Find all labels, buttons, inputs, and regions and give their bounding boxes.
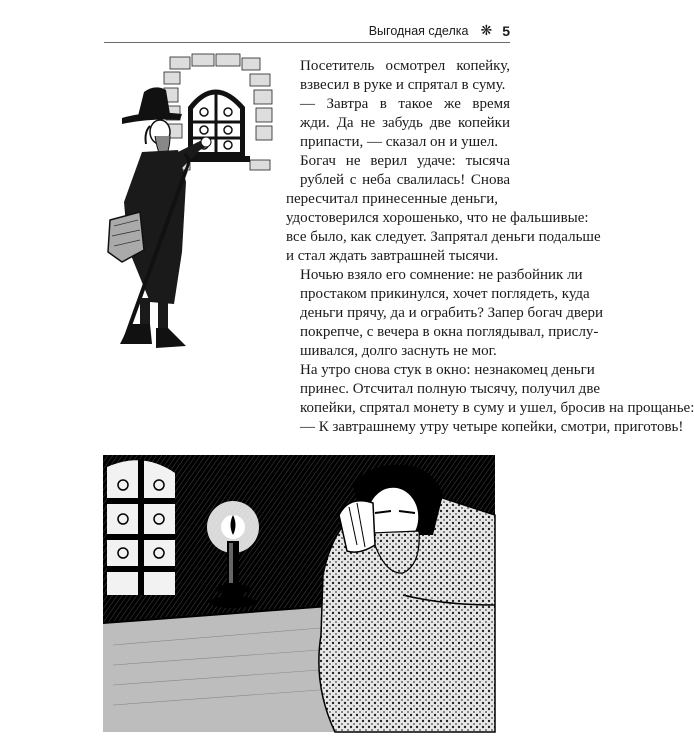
text-line: простаком прикинулся, хочет поглядеть, куда xyxy=(300,286,590,302)
page-number: 5 xyxy=(502,22,510,39)
text-line: и стал ждать завтрашней тысячи. xyxy=(286,248,499,264)
chapter-title: Выгодная сделка xyxy=(368,23,469,38)
text-line: — К завтрашнему утру четыре копейки, смотри, приготовь! xyxy=(300,419,684,435)
text-line: — Завтра в такое же время xyxy=(300,96,510,112)
text-line: Посетитель осмотрел копейку, xyxy=(300,58,510,74)
illustration-man-by-candle xyxy=(103,455,495,732)
text-line: пересчитал принесенные деньги, xyxy=(286,191,498,207)
text-full-block xyxy=(286,190,694,437)
text-line: Богач не верил удаче: тысяча xyxy=(300,153,510,169)
illustration-stranger-at-window xyxy=(100,52,280,360)
text-line: удостоверился хорошенько, что не фальшивые: xyxy=(286,210,589,226)
text-line: копейки, спрятал монету в суму и ушел, бросив на прощанье: xyxy=(300,400,694,416)
ornament-icon: ❋ xyxy=(480,22,493,38)
text-line: рублей с неба свалилась! Снова xyxy=(300,172,510,188)
text-line: Ночью взяло его сомнение: не разбойник ли xyxy=(300,267,583,283)
text-wrapped-block xyxy=(286,57,510,190)
text-line: шивался, долго заснуть не мог. xyxy=(300,343,497,359)
text-line: все было, как следует. Запрятал деньги подальше xyxy=(286,229,601,245)
text-line: жди. Да не забудь две копейки xyxy=(300,115,510,131)
header-rule xyxy=(104,42,510,43)
text-line: припасти, — сказал он и ушел. xyxy=(300,134,499,150)
text-line: взвесил в руке и спрятал в суму. xyxy=(300,77,506,93)
text-line: покрепче, с вечера в окна поглядывал, прислу- xyxy=(300,324,599,340)
running-header xyxy=(0,22,510,39)
text-line: принес. Отсчитал полную тысячу, получил две xyxy=(300,381,600,397)
text-line: На утро снова стук в окно: незнакомец деньги xyxy=(300,362,595,378)
text-line: деньги прячу, да и ограбить? Запер богач двери xyxy=(300,305,604,321)
